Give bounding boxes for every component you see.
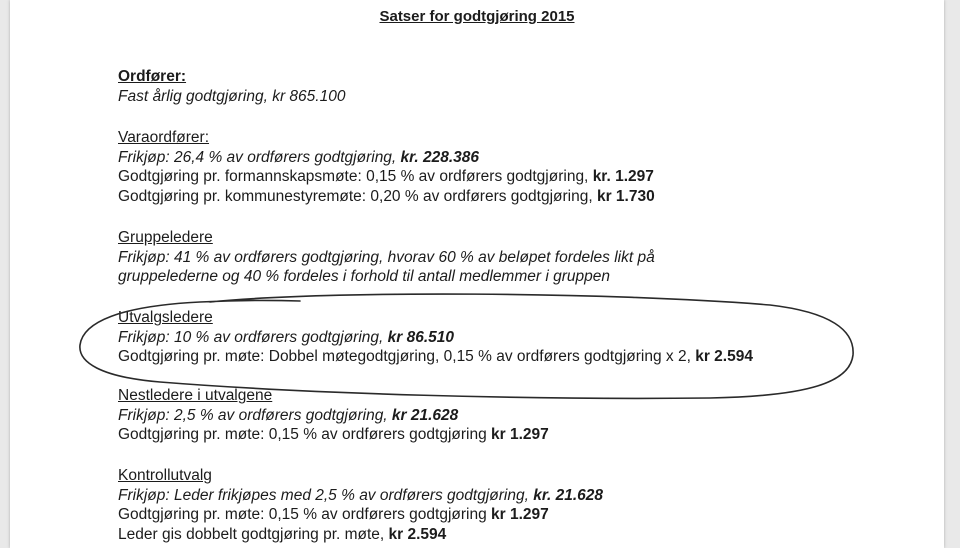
line-amount: kr 86.510 [387, 328, 454, 346]
line-text: Frikjøp: 41 % av ordførers godtgjøring, hvorav 60 % av beløpet fordeles likt på [118, 248, 655, 266]
line-amount: kr 1.730 [596, 187, 655, 205]
section-line [118, 167, 655, 187]
section-heading: Gruppeledere [118, 229, 213, 246]
section-line [118, 406, 549, 426]
line-text: Frikjøp: 2,5 % av ordførers godtgjøring, [118, 406, 392, 424]
line-amount: kr. 21.628 [533, 486, 604, 504]
line-amount: kr. 1.297 [592, 168, 654, 185]
section-line [118, 267, 655, 287]
section-line [118, 347, 753, 367]
section-line [118, 148, 655, 168]
line-text: Godtgjøring pr. formannskapsmøte: 0,15 % av ordførers godtgjøring, [118, 168, 593, 185]
line-amount: kr 1.297 [491, 506, 549, 523]
section-utvalgsledere [118, 308, 753, 367]
section-line [118, 486, 603, 506]
line-text: Godtgjøring pr. møte: Dobbel møtegodtgjøring, 0,15 % av ordførers godtgjøring x 2, [118, 348, 696, 365]
line-amount: kr. 228.386 [400, 148, 479, 166]
section-line [118, 505, 603, 525]
section-ordforer [118, 67, 345, 106]
section-heading: Kontrollutvalg [118, 467, 212, 484]
section-heading: Ordfører: [118, 68, 187, 85]
line-amount: kr 1.297 [491, 426, 549, 443]
section-line [118, 187, 655, 207]
section-heading: Utvalgsledere [118, 309, 213, 326]
line-text: Fast årlig godtgjøring, kr 865.100 [118, 87, 346, 105]
line-amount: kr 2.594 [695, 348, 753, 365]
section-varaordforer [118, 128, 655, 206]
line-amount: kr 21.628 [391, 406, 459, 424]
line-text: Frikjøp: 26,4 % av ordførers godtgjøring, [118, 148, 401, 166]
section-kontrollutvalg [118, 466, 603, 544]
section-heading: Nestledere i utvalgene [118, 387, 273, 404]
document-title: Satser for godtgjøring 2015 [379, 8, 575, 25]
section-heading: Varaordfører: [118, 129, 210, 146]
line-text: Godtgjøring pr. kommunestyremøte: 0,20 % av ordførers godtgjøring, [118, 187, 597, 205]
line-text: Leder gis dobbelt godtgjøring pr. møte, [118, 525, 389, 543]
section-line [118, 248, 655, 268]
document-page [10, 0, 944, 548]
line-amount: kr 2.594 [388, 525, 447, 543]
section-line [118, 525, 603, 545]
line-text: gruppelederne og 40 % fordeles i forhold til antall medlemmer i gruppen [118, 268, 610, 285]
line-text: Frikjøp: Leder frikjøpes med 2,5 % av ordførers godtgjøring, [118, 486, 534, 504]
section-line [118, 425, 549, 445]
line-text: Godtgjøring pr. møte: 0,15 % av ordførers godtgjøring [118, 506, 492, 523]
section-gruppeledere [118, 228, 655, 287]
section-line [118, 87, 345, 107]
section-nestledere [118, 386, 549, 445]
line-text: Godtgjøring pr. møte: 0,15 % av ordførers godtgjøring [118, 426, 492, 443]
section-line [118, 328, 753, 348]
line-text: Frikjøp: 10 % av ordførers godtgjøring, [118, 328, 388, 346]
